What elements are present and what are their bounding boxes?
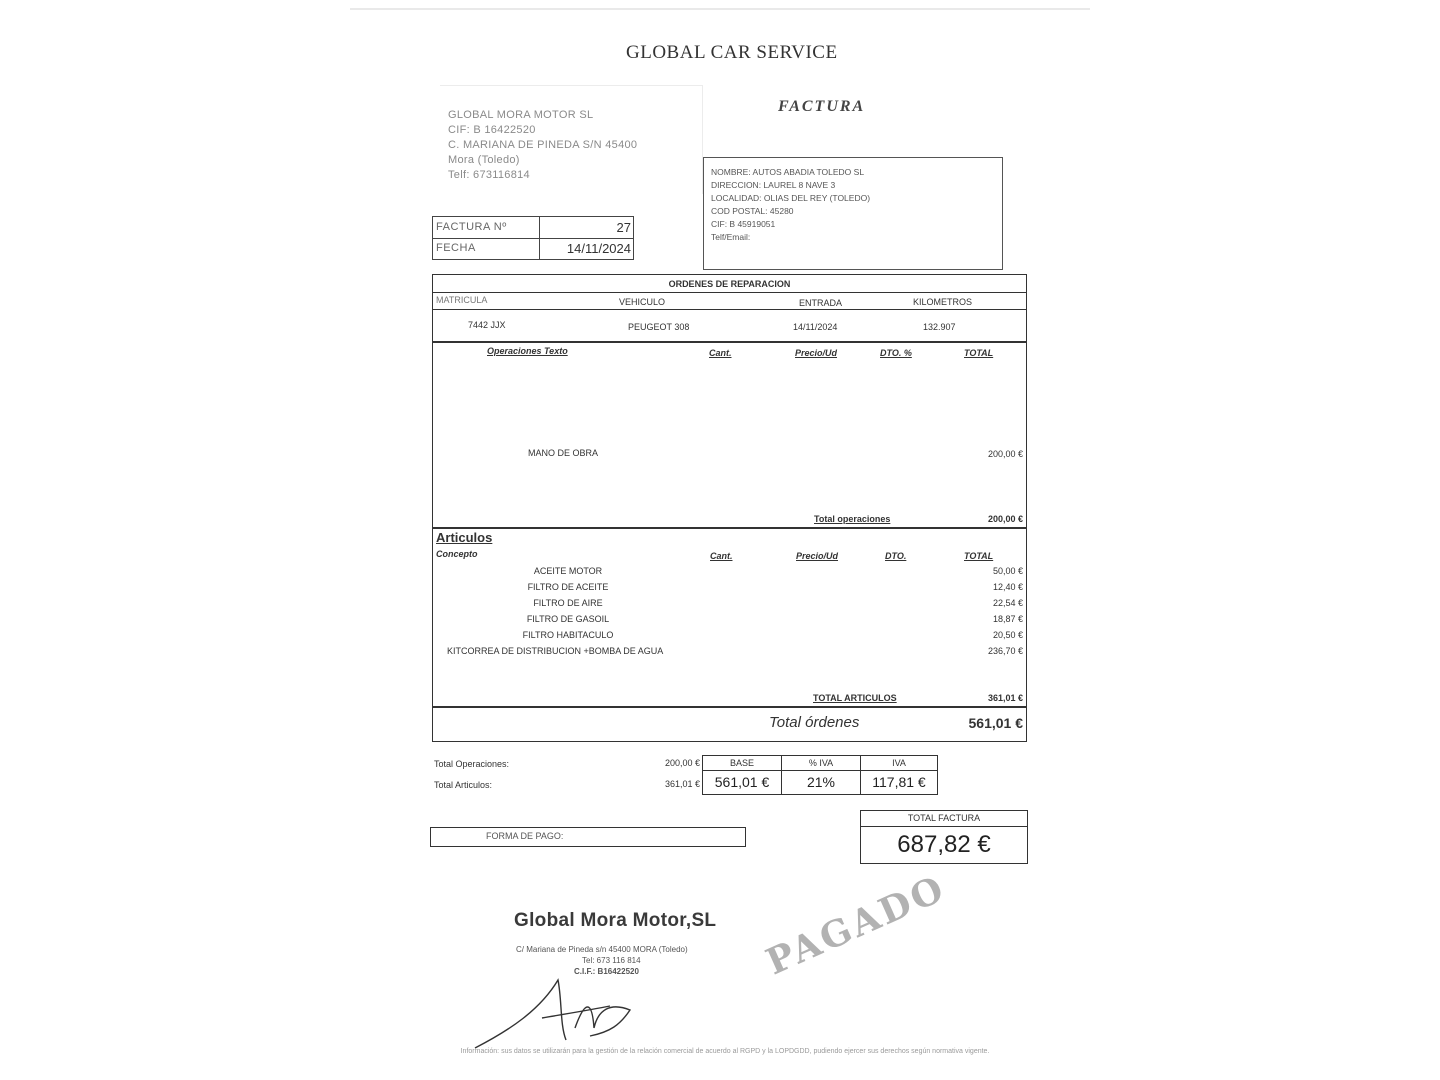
tax-cell-base bbox=[703, 756, 782, 794]
summary-ops-value: 200,00 € bbox=[664, 758, 700, 768]
operation-total: 200,00 € bbox=[987, 449, 1023, 459]
client-line: DIRECCION: LAUREL 8 NAVE 3 bbox=[711, 180, 836, 190]
article-total: 236,70 € bbox=[987, 646, 1023, 656]
base-header: BASE bbox=[703, 756, 781, 771]
vehicle-km: 132.907 bbox=[923, 322, 956, 332]
tax-breakdown-table bbox=[702, 755, 938, 795]
invoice-total-value: 687,82 € bbox=[897, 831, 991, 858]
ops-header-desc: Operaciones Texto bbox=[487, 346, 568, 356]
repair-orders-table bbox=[432, 274, 1027, 742]
base-value: 561,01 € bbox=[714, 774, 770, 790]
vehicle-plate: 7442 JJX bbox=[468, 320, 506, 330]
articles-header-total: TOTAL bbox=[964, 551, 994, 561]
ops-header-qty: Cant. bbox=[709, 348, 732, 358]
seller-line: GLOBAL MORA MOTOR SL bbox=[448, 109, 594, 121]
article-desc: FILTRO DE ACEITE bbox=[527, 582, 609, 592]
iva-rate-header: % IVA bbox=[782, 756, 860, 771]
article-desc: ACEITE MOTOR bbox=[533, 566, 603, 576]
paid-stamp: PAGADO bbox=[760, 867, 953, 984]
invoice-date-row bbox=[433, 238, 633, 259]
vehicle-header-plate: MATRICULA bbox=[436, 295, 488, 305]
seller-line: Telf: 673116814 bbox=[448, 169, 530, 181]
divider bbox=[433, 292, 1026, 293]
client-line: COD POSTAL: 45280 bbox=[711, 206, 794, 216]
invoice-total-label: TOTAL FACTURA bbox=[861, 811, 1027, 827]
seller-line: Mora (Toledo) bbox=[448, 154, 520, 166]
ops-header-discount: DTO. % bbox=[880, 348, 912, 358]
summary-articles-value: 361,01 € bbox=[664, 779, 700, 789]
invoice-number-box bbox=[432, 216, 634, 260]
vehicle-model: PEUGEOT 308 bbox=[628, 322, 690, 332]
divider bbox=[433, 341, 1026, 343]
seller-line: CIF: B 16422520 bbox=[448, 124, 536, 136]
article-total: 20,50 € bbox=[992, 630, 1023, 640]
invoice-total-box bbox=[860, 810, 1028, 864]
article-total: 18,87 € bbox=[992, 614, 1023, 624]
invoice-number-row bbox=[433, 217, 633, 239]
client-line: NOMBRE: AUTOS ABADIA TOLEDO SL bbox=[711, 167, 865, 177]
article-desc: KITCORREA DE DISTRIBUCION +BOMBA DE AGUA bbox=[447, 646, 664, 656]
ops-total-value: 200,00 € bbox=[987, 514, 1023, 524]
vehicle-entry-date: 14/11/2024 bbox=[793, 322, 838, 332]
invoice-number-label: FACTURA Nº bbox=[436, 221, 507, 233]
articles-title: Articulos bbox=[436, 530, 493, 545]
invoice-date-value: 14/11/2024 bbox=[566, 241, 631, 256]
article-total: 12,40 € bbox=[992, 582, 1023, 592]
top-edge-line bbox=[350, 8, 1090, 10]
orders-title: ORDENES DE REPARACION bbox=[668, 279, 791, 289]
stamp-line: C/ Mariana de Pineda s/n 45400 MORA (Toledo) bbox=[516, 945, 688, 954]
summary-articles-label: Total Articulos: bbox=[434, 780, 493, 790]
articles-header-discount: DTO. bbox=[885, 551, 907, 561]
divider bbox=[433, 309, 1026, 310]
iva-value: 117,81 € bbox=[872, 774, 926, 790]
ops-header-total: TOTAL bbox=[964, 348, 994, 358]
iva-rate-value: 21% bbox=[806, 774, 836, 790]
document-heading: GLOBAL CAR SERVICE bbox=[626, 42, 838, 63]
vehicle-header-model: VEHICULO bbox=[619, 297, 666, 307]
tax-cell-iva bbox=[861, 756, 937, 794]
payment-method-box: FORMA DE PAGO: bbox=[430, 827, 746, 847]
vehicle-header-entry: ENTRADA bbox=[799, 298, 843, 308]
grand-total-label: Total órdenes bbox=[769, 714, 860, 731]
ops-total-label: Total operaciones bbox=[814, 514, 891, 524]
stamp-line: C.I.F.: B16422520 bbox=[574, 967, 639, 976]
client-info-box bbox=[703, 157, 1003, 270]
invoice-number-value: 27 bbox=[616, 220, 631, 235]
article-desc: FILTRO HABITACULO bbox=[522, 630, 614, 640]
client-line: Telf/Email: bbox=[711, 232, 751, 242]
articles-header-qty: Cant. bbox=[710, 551, 733, 561]
tax-cell-rate bbox=[782, 756, 861, 794]
invoice-date-label: FECHA bbox=[436, 242, 476, 254]
iva-header: IVA bbox=[861, 756, 937, 771]
summary-ops-label: Total Operaciones: bbox=[434, 759, 510, 769]
seller-line: C. MARIANA DE PINEDA S/N 45400 bbox=[448, 139, 638, 151]
articles-header-concept: Concepto bbox=[436, 549, 478, 559]
grand-total-value: 561,01 € bbox=[968, 715, 1023, 731]
seller-info bbox=[448, 108, 698, 183]
company-stamp-name: Global Mora Motor,SL bbox=[514, 910, 717, 931]
articles-header-price: Precio/Ud bbox=[796, 551, 839, 561]
article-desc: FILTRO DE AIRE bbox=[533, 598, 603, 608]
client-line: LOCALIDAD: OLIAS DEL REY (TOLEDO) bbox=[711, 193, 871, 203]
client-line: CIF: B 45919051 bbox=[711, 219, 776, 229]
article-total: 50,00 € bbox=[992, 566, 1023, 576]
divider bbox=[433, 527, 1026, 529]
articles-total-label: TOTAL ARTICULOS bbox=[813, 693, 897, 703]
stamp-line: Tel: 673 116 814 bbox=[582, 956, 641, 965]
operation-desc: MANO DE OBRA bbox=[528, 448, 599, 458]
divider bbox=[433, 706, 1026, 708]
article-desc: FILTRO DE GASOIL bbox=[526, 614, 610, 624]
articles-total-value: 361,01 € bbox=[987, 693, 1023, 703]
ops-header-price: Precio/Ud bbox=[795, 348, 838, 358]
vehicle-header-km: KILOMETROS bbox=[913, 297, 973, 307]
legal-footer: Información: sus datos se utilizarán para la gestión de la relación comercial de acuerdo al RGPD y la LOPDGDD, pudiendo ejercer sus derechos según normativa vigente. bbox=[460, 1048, 990, 1055]
article-total: 22,54 € bbox=[992, 598, 1023, 608]
invoice-title: FACTURA bbox=[778, 98, 866, 115]
